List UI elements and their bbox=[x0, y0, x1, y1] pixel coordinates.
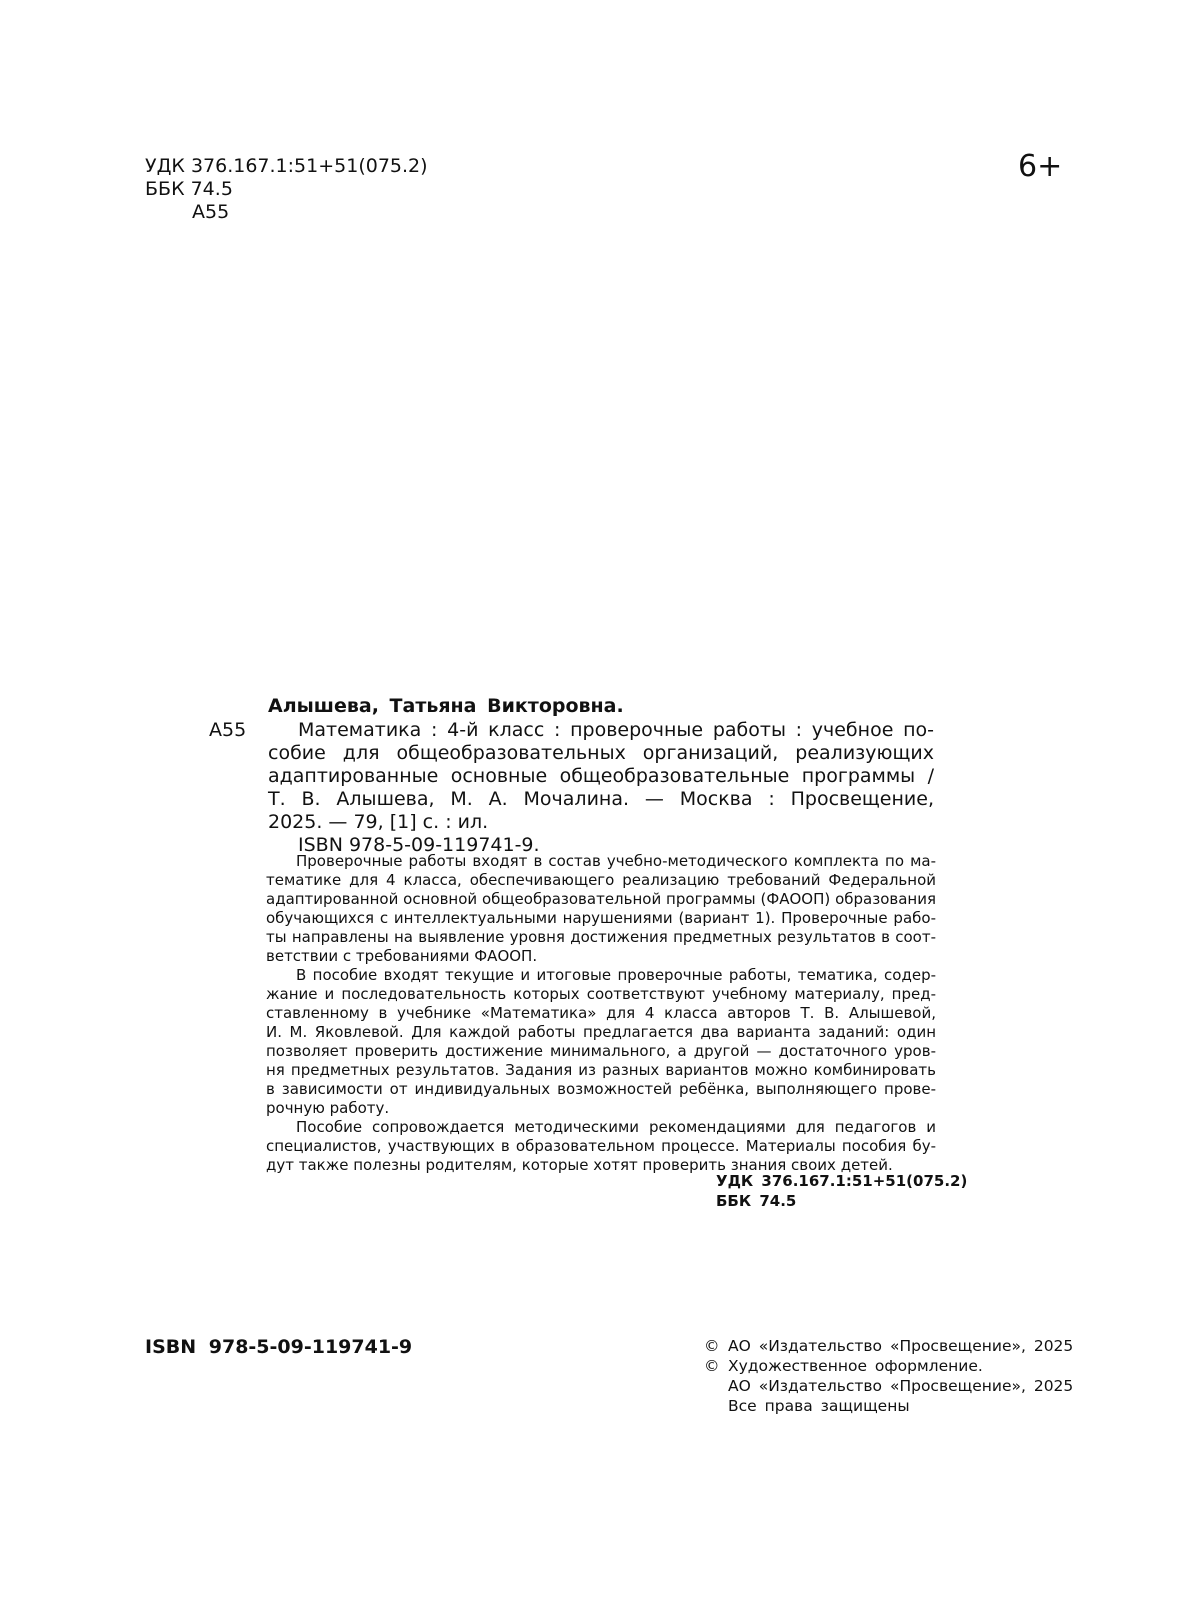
annotation-line: ветствии с требованиями ФАООП. bbox=[266, 947, 538, 965]
annotation-paragraph bbox=[266, 1118, 936, 1175]
annotation-line: дут также полезны родителям, которые хотят проверить знания своих детей. bbox=[266, 1156, 893, 1174]
copyright-line bbox=[704, 1336, 1073, 1356]
annotation bbox=[266, 852, 936, 1175]
annotation-paragraph bbox=[266, 966, 936, 1118]
age-rating: 6+ bbox=[1018, 149, 1063, 184]
author-mark: А55 bbox=[192, 201, 230, 223]
annotation-line: ня предметных результатов. Задания из разных вариантов можно комбинировать bbox=[266, 1061, 936, 1079]
annotation-line: В пособие входят текущие и итоговые проверочные работы, тематика, содер- bbox=[296, 966, 936, 984]
annotation-line: позволяет проверить достижение минимального, а другой — достаточного уров- bbox=[266, 1042, 936, 1060]
annotation-line: обучающихся с интеллектуальными нарушениями (вариант 1). Проверочные рабо- bbox=[266, 909, 936, 927]
annotation-line: И. М. Яковлевой. Для каждой работы предлагается два варианта заданий: один bbox=[266, 1023, 936, 1041]
copyright-block bbox=[704, 1336, 1073, 1416]
isbn-line: ISBN 978-5-09-119741-9. bbox=[298, 834, 540, 856]
copyright-text: АО «Издательство «Просвещение», 2025 bbox=[728, 1337, 1074, 1355]
annotation-line: адаптированной основной общеобразовательной программы (ФАООП) образования bbox=[266, 890, 936, 908]
copyright-sign: © bbox=[704, 1357, 720, 1375]
udk-code: УДК 376.167.1:51+51(075.2) bbox=[145, 155, 428, 177]
copyright-text: Художественное оформление. bbox=[728, 1357, 983, 1375]
annotation-bbk: ББК 74.5 bbox=[716, 1192, 797, 1210]
description-body bbox=[268, 719, 934, 857]
rights-line bbox=[704, 1396, 1073, 1416]
annotation-line: Проверочные работы входят в состав учебно-методического комплекта по ма- bbox=[296, 852, 936, 870]
annotation-line: специалистов, участвующих в образовательном процессе. Материалы пособия бу- bbox=[266, 1137, 936, 1155]
bbk-code: ББК 74.5 bbox=[145, 178, 233, 200]
annotation-line: жание и последовательность которых соответствуют учебному материалу, пред- bbox=[266, 985, 936, 1003]
annotation-line: в зависимости от индивидуальных возможностей ребёнка, выполняющего прове- bbox=[266, 1080, 936, 1098]
copyright-sign: © bbox=[704, 1337, 720, 1355]
description-line: Т. В. Алышева, М. А. Мочалина. — Москва : Просвещение, bbox=[268, 788, 934, 810]
copyright-line bbox=[704, 1356, 1073, 1376]
annotation-udk: УДК 376.167.1:51+51(075.2) bbox=[716, 1172, 968, 1190]
annotation-line: ставленному в учебнике «Математика» для 4 класса авторов Т. В. Алышевой, bbox=[266, 1004, 936, 1022]
description-line: 2025. — 79, [1] с. : ил. bbox=[268, 811, 489, 833]
rights-text: Все права защищены bbox=[728, 1397, 910, 1415]
copyright-line bbox=[704, 1376, 1073, 1396]
annotation-line: рочную работу. bbox=[266, 1099, 390, 1117]
footer-isbn: ISBN 978-5-09-119741-9 bbox=[145, 1336, 413, 1358]
description-line: Математика : 4-й класс : проверочные работы : учебное по- bbox=[298, 719, 934, 741]
description-line: адаптированные основные общеобразовательные программы / bbox=[268, 765, 934, 787]
annotation-paragraph bbox=[266, 852, 936, 966]
annotation-line: Пособие сопровождается методическими рекомендациями для педагогов и bbox=[296, 1118, 936, 1136]
description-line: собие для общеобразовательных организаций, реализующих bbox=[268, 742, 934, 764]
annotation-line: ты направлены на выявление уровня достижения предметных результатов в соот- bbox=[266, 928, 936, 946]
author-mark-left: А55 bbox=[209, 719, 247, 741]
author-heading: Алышева, Татьяна Викторовна. bbox=[268, 695, 624, 717]
copyright-text: АО «Издательство «Просвещение», 2025 bbox=[728, 1377, 1074, 1395]
annotation-line: тематике для 4 класса, обеспечивающего реализацию требований Федеральной bbox=[266, 871, 936, 889]
